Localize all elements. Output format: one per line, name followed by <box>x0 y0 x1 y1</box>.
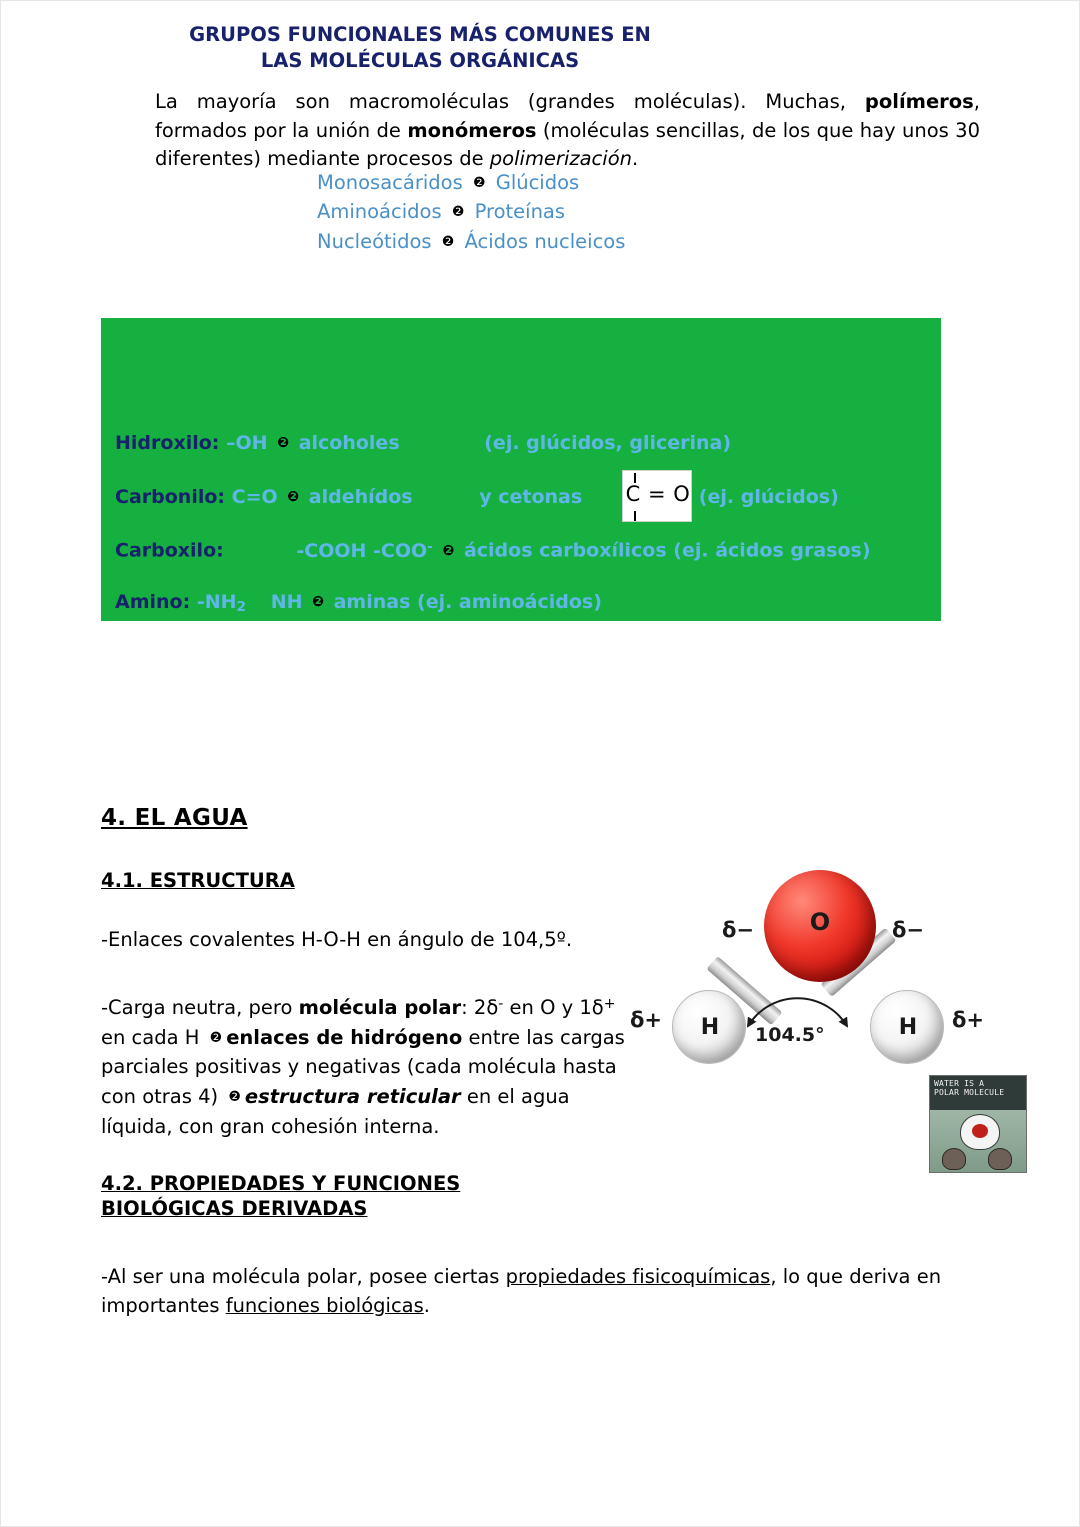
intro-text-part4: . <box>631 147 639 171</box>
functional-group-result: ácidos carboxílicos <box>463 539 667 562</box>
functional-group-formula: C=O <box>231 486 278 508</box>
p2-bold-enlaces-hidrogeno: enlaces de hidrógeno <box>226 1025 463 1049</box>
intro-bold-monomeros: monómeros <box>407 118 537 142</box>
hydrogen-label-left: H <box>700 1015 720 1040</box>
delta-negative-right-label: δ− <box>892 918 925 942</box>
p3-part3: . <box>423 1294 430 1318</box>
arrow-right-icon: ❷ <box>451 204 465 221</box>
intro-text-part2: , formados por la unión de <box>155 90 980 142</box>
p2-mid2: en O y 1δ <box>503 996 604 1019</box>
intro-text-part3: (moléculas sencillas, de los que hay unos 30 diferentes) mediante procesos de <box>155 118 981 171</box>
functional-group-note: y cetonas <box>479 486 583 508</box>
section-heading-el-agua: 4. EL AGUA <box>101 805 248 831</box>
functional-group-formula: -COOH -COO <box>296 539 428 562</box>
paragraph-enlaces-covalentes: -Enlaces covalentes H-O-H en ángulo de 104,5º. <box>101 928 573 951</box>
arrow-right-icon: ❷ <box>312 594 324 610</box>
oxygen-atom <box>764 870 876 982</box>
intro-italic-polimerizacion: polimerización <box>489 147 632 171</box>
list-item-right: Proteínas <box>474 200 566 224</box>
delta-positive-left-label: δ+ <box>630 1008 663 1032</box>
monomer-polymer-list <box>317 168 625 256</box>
p2-sup-pos: + <box>603 996 616 1013</box>
functional-group-result: aminas (ej. aminoácidos) <box>333 591 602 613</box>
bond-angle-label: 104.5° <box>755 1024 825 1046</box>
comic-caption-line1: WATER IS A <box>934 1079 985 1088</box>
p3-underline-propiedades: propiedades fisicoquímicas <box>505 1265 771 1288</box>
functional-group-row-carbonilo: Carbonilo: C=O ❷ aldehídos y cetonas (ej. glúcidos) <box>115 486 839 508</box>
carbonyl-structure-image <box>622 470 692 522</box>
functional-group-label: Carboxilo <box>115 539 217 562</box>
intro-bold-polimeros: polímeros <box>864 90 974 113</box>
arrow-right-icon: ❷ <box>228 1088 241 1105</box>
delta-negative-left-label: δ− <box>722 918 755 942</box>
delta-positive-right-label: δ+ <box>952 1008 985 1032</box>
subsection-heading-propiedades <box>101 1172 521 1222</box>
p3-underline-funciones: funciones biológicas <box>225 1294 424 1318</box>
functional-groups-box <box>101 318 941 621</box>
water-polar-comic-image <box>929 1075 1027 1173</box>
p3-part2: , lo que deriva en importantes <box>101 1265 942 1318</box>
subsection-heading-line1: 4.2. PROPIEDADES Y FUNCIONES <box>101 1172 461 1195</box>
comic-water-mouth <box>972 1124 988 1138</box>
subsection-heading-line2: BIOLÓGICAS DERIVADAS <box>101 1196 368 1220</box>
hydrogen-label-right: H <box>898 1015 918 1040</box>
functional-group-row-carboxilo: Carboxilo: -COOH -COO- ❷ ácidos carboxílicos (ej. ácidos grasos) <box>115 539 871 562</box>
list-item-left: Monosacáridos <box>317 171 463 194</box>
intro-paragraph <box>155 88 980 174</box>
comic-caption <box>934 1079 1026 1097</box>
functional-group-row-amino: Amino: $-NH_2$ NH ❷ aminas (ej. aminoácidos) <box>115 591 602 615</box>
functional-group-note: (ej. ácidos grasos) <box>673 539 871 562</box>
p2-bolditalic-estructura-reticular: estructura reticular <box>244 1084 461 1108</box>
carbonyl-formula-text: C = O <box>625 482 691 506</box>
comic-small-character-left <box>942 1148 966 1170</box>
arrow-right-icon: ❷ <box>277 435 290 451</box>
functional-group-result: aldehídos <box>308 486 413 508</box>
functional-groups-title-line1: GRUPOS FUNCIONALES MÁS COMUNES EN <box>189 23 651 46</box>
list-item-right: Glúcidos <box>495 171 580 194</box>
water-molecule-diagram <box>630 862 990 1072</box>
functional-group-row-hidroxilo: Hidroxilo: –OH ❷ alcoholes (ej. glúcidos, glicerina) <box>115 432 732 454</box>
functional-groups-title-line2: LAS MOLÉCULAS ORGÁNICAS <box>260 49 580 73</box>
list-item-right: Ácidos nucleicos <box>464 229 626 253</box>
list-item <box>317 227 625 256</box>
comic-small-character-right <box>988 1148 1012 1170</box>
bond-tick-bottom-icon <box>634 511 636 521</box>
functional-groups-title <box>0 22 840 75</box>
list-item <box>317 197 625 226</box>
functional-group-label: Hidroxilo <box>115 432 212 454</box>
p2-lead: -Carga neutra, pero <box>101 996 299 1019</box>
list-item-left: Nucleótidos <box>317 229 432 253</box>
arrow-right-icon: ❷ <box>287 489 300 505</box>
oxygen-label: O <box>809 908 831 936</box>
comic-caption-line2: POLAR MOLECULE <box>934 1088 1005 1098</box>
functional-group-formula: -NH <box>196 591 237 613</box>
intro-text-part1: La mayoría son macromoléculas (grandes moléculas). Muchas, <box>155 90 865 113</box>
arrow-right-icon: ❷ <box>442 542 455 559</box>
functional-group-note2: (ej. glúcidos) <box>698 486 839 508</box>
functional-group-formula: –OH <box>226 432 268 454</box>
arrow-right-icon: ❷ <box>209 1029 223 1046</box>
comic-water-character <box>960 1114 1000 1150</box>
functional-group-formula-sub: 2 <box>236 599 247 615</box>
p2-mid3: en cada H <box>101 1025 206 1049</box>
p3-part1: -Al ser una molécula polar, posee ciertas <box>101 1265 506 1288</box>
p2-mid4: entre las cargas parciales positivas y negativas (cada molécula hasta con otras 4) <box>101 1025 625 1108</box>
list-item <box>317 168 625 197</box>
functional-group-label: Carbonilo <box>115 486 218 508</box>
hydrogen-atom-right <box>870 990 944 1064</box>
functional-group-formula-extra: NH <box>270 591 303 613</box>
arrow-right-icon: ❷ <box>441 233 455 250</box>
functional-group-result: alcoholes <box>298 432 400 454</box>
functional-group-label: Amino <box>115 591 183 613</box>
list-item-left: Aminoácidos <box>317 200 442 224</box>
arrow-right-icon: ❷ <box>472 175 486 191</box>
subsection-heading-estructura: 4.1. ESTRUCTURA <box>101 869 295 892</box>
paragraph-carga-neutra <box>101 993 631 1141</box>
p2-tail: en el agua líquida, con gran cohesión interna. <box>101 1084 570 1138</box>
functional-group-note: (ej. glúcidos, glicerina) <box>484 432 732 454</box>
p2-bold-molecula-polar: molécula polar <box>298 996 462 1019</box>
paragraph-propiedades-fisicoquimicas <box>101 1262 981 1321</box>
functional-group-formula-charge: - <box>427 539 433 555</box>
hydrogen-atom-left <box>672 990 746 1064</box>
p2-sup-neg: - <box>498 996 504 1013</box>
p2-mid1: : 2δ <box>461 996 499 1019</box>
